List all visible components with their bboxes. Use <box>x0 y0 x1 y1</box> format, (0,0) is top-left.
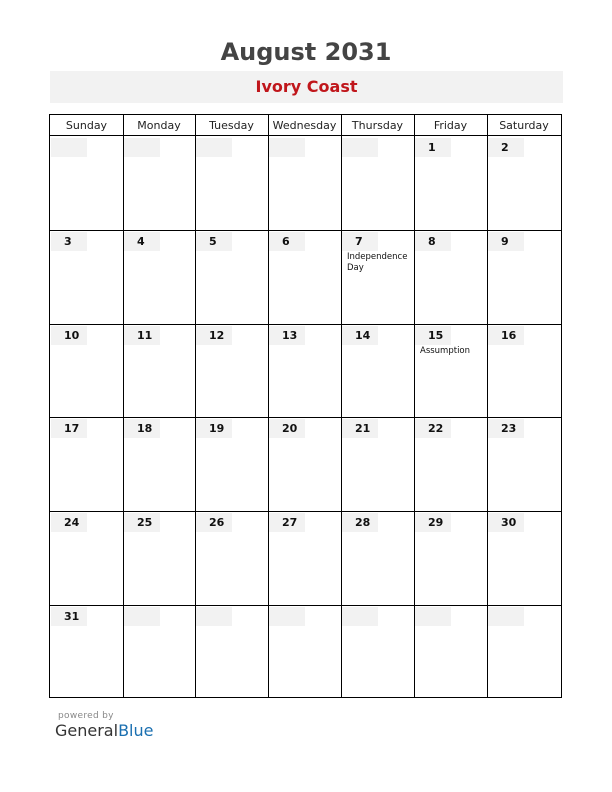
day-number <box>196 138 232 157</box>
day-number: 25 <box>124 513 160 532</box>
day-number: 16 <box>488 326 524 345</box>
day-cell[interactable] <box>341 136 414 230</box>
day-cell[interactable] <box>487 511 561 605</box>
day-cell[interactable] <box>195 136 268 230</box>
day-number: 8 <box>415 232 451 251</box>
day-cell[interactable] <box>195 511 268 605</box>
country-name: Ivory Coast <box>255 77 358 96</box>
day-number: 29 <box>415 513 451 532</box>
weekday-label: Wednesday <box>272 119 337 132</box>
powered-by-text: powered by <box>58 711 114 721</box>
generalblue-logo[interactable] <box>55 721 153 740</box>
day-cell[interactable] <box>341 324 414 417</box>
day-number: 18 <box>124 419 160 438</box>
day-cell[interactable] <box>414 511 487 605</box>
day-cell[interactable] <box>123 605 195 697</box>
day-cell[interactable] <box>487 417 561 511</box>
weekday-header-row <box>50 115 561 136</box>
day-number: 26 <box>196 513 232 532</box>
day-number: 17 <box>51 419 87 438</box>
brand-blue-text: Blue <box>118 721 154 740</box>
day-cell[interactable] <box>195 230 268 324</box>
day-cell[interactable] <box>414 417 487 511</box>
day-number: 24 <box>51 513 87 532</box>
weekday-label: Friday <box>433 119 468 132</box>
weekday-label: Sunday <box>65 119 108 132</box>
day-cell[interactable] <box>123 417 195 511</box>
day-number: 12 <box>196 326 232 345</box>
day-number <box>269 138 305 157</box>
weekday-label: Saturday <box>499 119 549 132</box>
day-cell[interactable] <box>50 605 123 697</box>
day-number: 22 <box>415 419 451 438</box>
day-number: 30 <box>488 513 524 532</box>
day-number: 3 <box>51 232 87 251</box>
day-cell[interactable] <box>50 136 123 230</box>
day-cell[interactable] <box>268 511 341 605</box>
day-number <box>196 607 232 626</box>
day-number: 27 <box>269 513 305 532</box>
day-cell[interactable] <box>50 511 123 605</box>
day-cell[interactable] <box>123 324 195 417</box>
day-cell[interactable] <box>268 417 341 511</box>
day-number <box>124 138 160 157</box>
day-cell[interactable] <box>487 136 561 230</box>
page-title: August 2031 <box>220 38 392 66</box>
brand-general-text: General <box>55 721 119 740</box>
day-cell[interactable] <box>268 605 341 697</box>
day-number: 20 <box>269 419 305 438</box>
day-number <box>342 607 378 626</box>
day-number <box>488 607 524 626</box>
day-number: 2 <box>488 138 524 157</box>
day-cell[interactable] <box>414 324 487 417</box>
day-cell[interactable] <box>341 230 414 324</box>
country-banner <box>50 71 563 103</box>
day-cell[interactable] <box>341 605 414 697</box>
day-number: 4 <box>124 232 160 251</box>
day-cell[interactable] <box>195 324 268 417</box>
day-cell[interactable] <box>414 230 487 324</box>
day-cell[interactable] <box>123 136 195 230</box>
day-number <box>415 607 451 626</box>
day-cell[interactable] <box>268 230 341 324</box>
day-number: 11 <box>124 326 160 345</box>
day-number: 13 <box>269 326 305 345</box>
day-cell[interactable] <box>414 605 487 697</box>
day-number <box>269 607 305 626</box>
day-number: 5 <box>196 232 232 251</box>
day-cell[interactable] <box>268 136 341 230</box>
day-number: 10 <box>51 326 87 345</box>
day-cell[interactable] <box>50 417 123 511</box>
day-cell[interactable] <box>487 324 561 417</box>
day-number: 15 <box>415 326 451 345</box>
day-cell[interactable] <box>414 136 487 230</box>
day-number: 23 <box>488 419 524 438</box>
day-number: 28 <box>342 513 378 532</box>
day-cell[interactable] <box>50 230 123 324</box>
weekday-label: Monday <box>137 119 181 132</box>
holiday-label: Assumption <box>420 346 471 356</box>
day-number: 1 <box>415 138 451 157</box>
day-cell[interactable] <box>487 605 561 697</box>
day-number <box>342 138 378 157</box>
day-cell[interactable] <box>268 324 341 417</box>
day-cell[interactable] <box>195 605 268 697</box>
day-number: 9 <box>488 232 524 251</box>
day-cell[interactable] <box>123 230 195 324</box>
day-cell[interactable] <box>341 417 414 511</box>
day-cell[interactable] <box>123 511 195 605</box>
day-number <box>51 138 87 157</box>
day-number: 19 <box>196 419 232 438</box>
weekday-label: Thursday <box>351 119 404 132</box>
day-cell[interactable] <box>50 324 123 417</box>
day-cell[interactable] <box>195 417 268 511</box>
day-number <box>124 607 160 626</box>
weekday-label: Tuesday <box>209 119 254 132</box>
day-number: 6 <box>269 232 305 251</box>
day-number: 31 <box>51 607 87 626</box>
day-number: 14 <box>342 326 378 345</box>
day-number: 7 <box>342 232 378 251</box>
day-cell[interactable] <box>487 230 561 324</box>
day-cell[interactable] <box>341 511 414 605</box>
calendar-grid <box>49 114 562 698</box>
day-number: 21 <box>342 419 378 438</box>
holiday-label: Independence Day <box>347 252 408 273</box>
